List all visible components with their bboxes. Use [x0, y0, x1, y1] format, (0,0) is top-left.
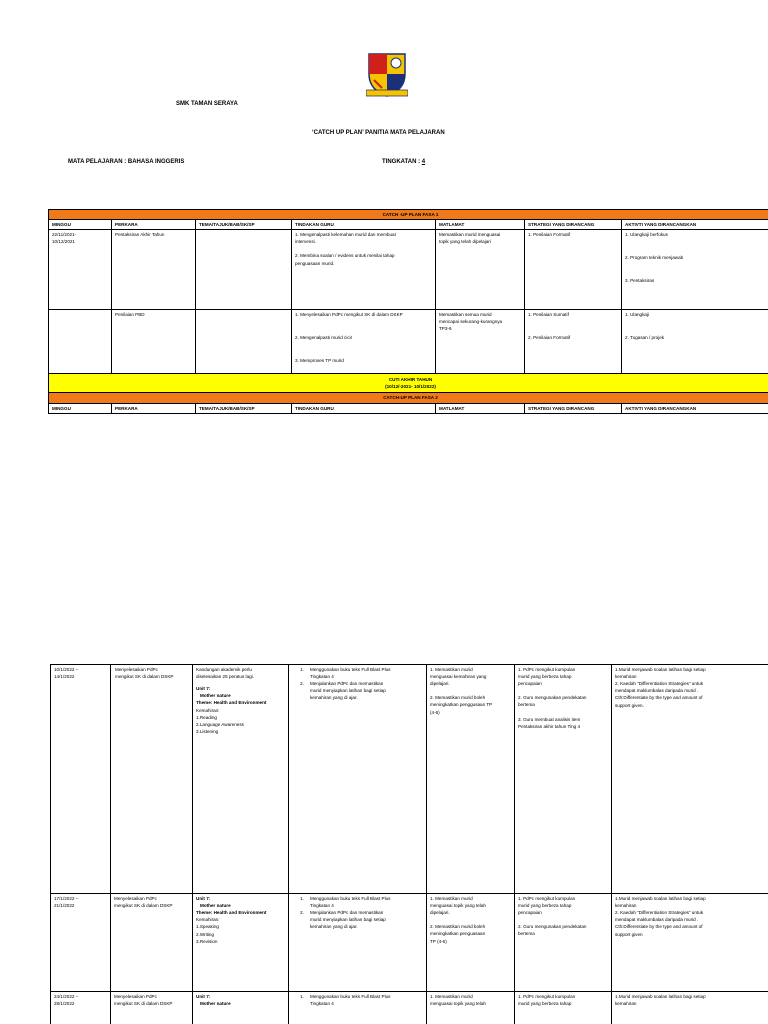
school-name: SMK TAMAN SERAYA	[176, 101, 238, 107]
school-crest-logo	[366, 50, 408, 98]
catch-up-plan-table-phase1	[48, 209, 768, 414]
band-fasa-1: CATCH -UP PLAN FASA 1	[49, 210, 768, 220]
form-value: 4	[421, 159, 426, 165]
header-row-2: MINGGU PERKARA TEMA/TAJUK/BAB/SK/SP TINDAKAN GURU MATLAMAT STRATEGI YANG DIRANCANG AKTIVTI YANG DIRANCANGKAN	[49, 403, 768, 413]
table-row: 10/1/2022 – 14/1/2022 Menyelesaikan PdPc mengikut SK di dalam DSKP Kandungan akademik perlu diselesaikan 25 peratus lagi. Unit 7: Mother nature Theme: Health and Environment Kemahiran: 1.Reading 2.Language Awareness 3.Listening 1. Menggunakan buku teks Full Blast Plus Tingkatan 4 2. Menjalankan PdPc dan memastikan murid menyiapkan latihan bagi setiap kemahiran yang di ajar. 1. Memastikan murid menguasai kemahiran yang dipelajari. 2. Memastikan murid boleh meningkatkan penggusaan TP (4-6) 1. PdPc mengikut kumpulan murid yang berbeza tahap pencapaian 2. Guru mengunakan pendekatan bertema 3. Guru membuat analisis item Pentaksiran akhir tahun Ting 4 1.Murid menjawab soalan latihan bagi setiap kemahiran 2. Kaedah “Differentiation Strategies” untuk mendapat maklumbalas daripada murid . Cth:Differentiate by the type and amount of support given.	[51, 665, 768, 894]
plan-title: ‘CATCH UP PLAN’ PANITIA MATA PELAJARAN	[312, 130, 445, 136]
table-row: 17/1/2022 – 21/1/2022 Menyelesaikan PdPc mengikut SK di dalam DSKP Unit 7: Mother nature Theme: Health and Environment Kemahiran: 1.Speaking 2.Writing 3.Revision 1. Menggunakan buku teks Full Blast Plus Tingkatan 4 2. Menjalankan PdPc dan memastikan murid menyiapkan latihan bagi setiap kemahiran yang di ajar. 1. Memastikan murid menguasai topik yang telah dipelajari. 2. Memastikan murid boleh meningkatkan penguasaan TP (4-6) 1. PdPc mengikut kumpulan murid yang berbeza tahap pencapaian 2. Guru mengunakan pendekatan bertema 1.Murid menjawab soalan latihan bagi setiap kemahiran 2. Kaedah “Differentiation Strategies” untuk mendapat maklumbalas daripada murid . Cth:Differentiate by the type and amount of support given	[51, 894, 768, 992]
band-fasa-2: CATCH-UP PLAN FASA 2	[49, 393, 768, 403]
band-cuti-akhir-tahun: CUTI AKHIR TAHUN (10/12/-2021- 10/1/2022)	[49, 374, 768, 393]
table-row: 24/1/2022 – 28/1/2022 Menyelesaikan PdPc mengikut SK di dalam DSKP Unit 7: Mother nature 1. Menggunakan buku teks Full Blast Plus Tingkatan 4 1. Memastikan murid menguasai topik yang telah 1. PdPc mengikut kumpulan murid yang berbeza tahap 1.Murid menjawab soalan latihan bagi setiap kemahiran	[51, 992, 768, 1024]
table-row: Penilaian PBD 1. Menyelesaikan PdPc mengikut SK di dalam DSKP 2. Mengenalpasti murid cicir 3. Memproses TP murid Memastikan semua murid mencapai sekurang-kurangnya TP3-6 1. Penilaian Sumatif 2. Penilaian Formatif 1. Ulangkaji 2. Tugasan / projek	[49, 310, 768, 374]
catch-up-plan-table-phase2	[50, 664, 768, 1024]
table-row: 22/11/2021- 10/12/2021 Pentaksiran Akhir Tahun 1. Mengenalpasti kelemahan murid dan membuat intervensi. 2. Membina soalan / evidens untuk menilai tahap penguasaan murid. Memastikan murid menguasai topik yang telah dipelajari 1. Penilaian Formatif 1. Ulangkaji berfokus 2. Program teknik menjawab 3. Pentaksiran	[49, 230, 768, 310]
subject-label: MATA PELAJARAN : BAHASA INGGERIS	[68, 159, 185, 165]
form-label: TINGKATAN : 4	[382, 159, 426, 165]
header-row: MINGGU PERKARA TEMA/TAJUK/BAB/SK/SP TINDAKAN GURU MATLAMAT STRATEGI YANG DIRANCANG AKTIVTI YANG DIRANCANGKAN	[49, 220, 768, 230]
